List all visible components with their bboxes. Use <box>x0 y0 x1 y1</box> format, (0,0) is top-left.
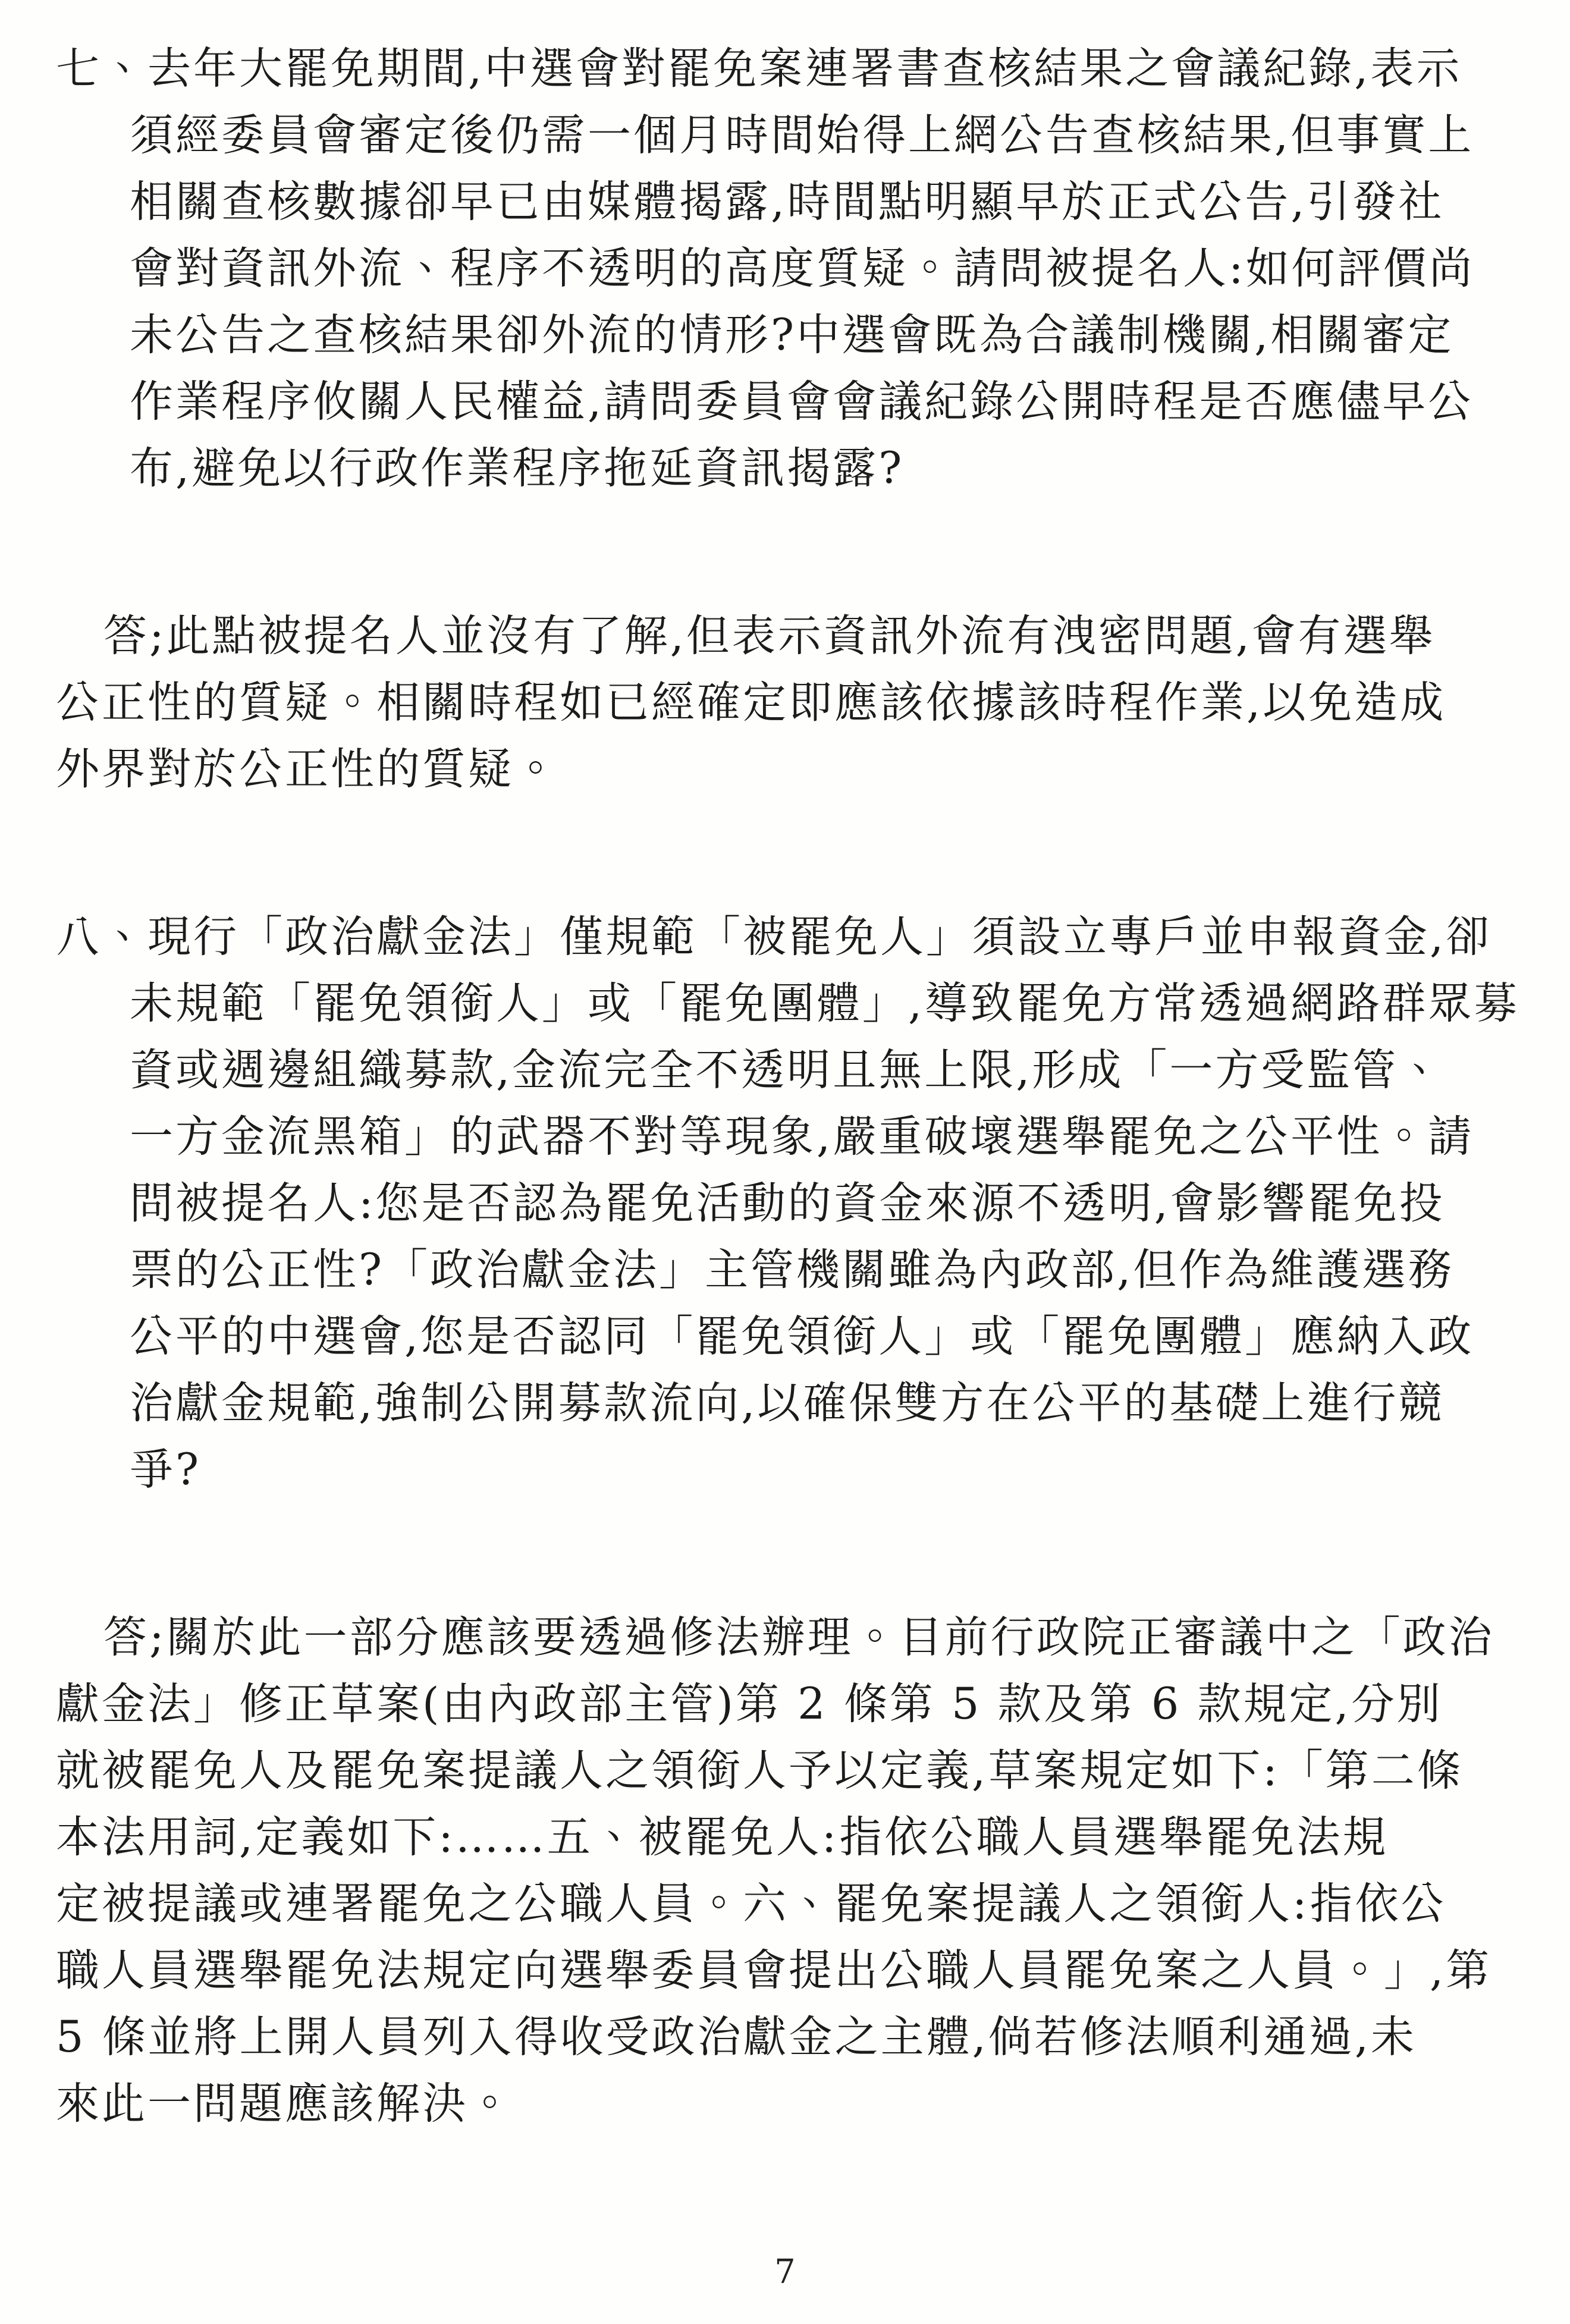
question-7-line-5: 未公告之查核結果卻外流的情形?中選會既為合議制機關,相關審定 <box>130 310 1454 360</box>
question-8-line-8: 治獻金規範,強制公開募款流向,以確保雙方在公平的基礎上進行競 <box>130 1378 1445 1428</box>
answer-8-line-8: 來此一問題應該解決。 <box>56 2078 514 2129</box>
question-8-line-5: 問被提名人:您是否認為罷免活動的資金來源不透明,會影響罷免投 <box>130 1178 1445 1229</box>
question-8-line-9: 爭? <box>130 1444 202 1495</box>
answer-8-line-6: 職人員選舉罷免法規定向選舉委員會提出公職人員罷免案之人員。」,第 <box>56 1945 1492 1996</box>
answer-7-line-1: 答;此點被提名人並沒有了解,但表示資訊外流有洩密問題,會有選舉 <box>103 611 1436 661</box>
question-8-line-1: 八、現行「政治獻金法」僅規範「被罷免人」須設立專戶並申報資金,卻 <box>56 912 1492 962</box>
answer-7-line-3: 外界對於公正性的質疑。 <box>56 744 560 794</box>
question-7 <box>56 36 1530 502</box>
answer-8-line-5: 定被提議或連署罷免之公職人員。六、罷免案提議人之領銜人:指依公 <box>56 1879 1447 1929</box>
question-7-line-1: 七、去年大罷免期間,中選會對罷免案連署書查核結果之會議紀錄,表示 <box>56 43 1462 94</box>
answer-8-line-1: 答;關於此一部分應該要透過修法辦理。目前行政院正審議中之「政治 <box>103 1612 1494 1663</box>
question-7-line-2: 須經委員會審定後仍需一個月時間始得上網公告查核結果,但事實上 <box>130 110 1474 161</box>
question-8-line-3: 資或週邊組織募款,金流完全不透明且無上限,形成「一方受監管、 <box>130 1045 1445 1095</box>
question-8-line-2: 未規範「罷免領銜人」或「罷免團體」,導致罷免方常透過網路群眾募 <box>130 978 1520 1029</box>
question-8 <box>56 904 1530 1503</box>
question-7-line-7: 布,避免以行政作業程序拖延資訊揭露? <box>130 443 905 494</box>
answer-8-line-2: 獻金法」修正草案(由內政部主管)第 2 條第 5 款及第 6 款規定,分別 <box>56 1679 1443 1729</box>
answer-7-line-2: 公正性的質疑。相關時程如已經確定即應該依據該時程作業,以免造成 <box>56 677 1446 728</box>
answer-8-line-7: 5 條並將上開人員列入得收受政治獻金之主體,倘若修法順利通過,未 <box>56 2012 1417 2062</box>
question-7-line-6: 作業程序攸關人民權益,請問委員會會議紀錄公開時程是否應儘早公 <box>130 376 1474 427</box>
question-8-line-7: 公平的中選會,您是否認同「罷免領銜人」或「罷免團體」應納入政 <box>130 1311 1474 1362</box>
question-7-line-4: 會對資訊外流、程序不透明的高度質疑。請問被提名人:如何評價尚 <box>130 243 1475 294</box>
question-8-line-4: 一方金流黑箱」的武器不對等現象,嚴重破壞選舉罷免之公平性。請 <box>130 1111 1474 1162</box>
answer-8 <box>56 1604 1530 2137</box>
answer-7 <box>56 603 1530 803</box>
page-number: 7 <box>774 2253 796 2291</box>
question-7-line-3: 相關查核數據卻早已由媒體揭露,時間點明顯早於正式公告,引發社 <box>130 177 1445 227</box>
answer-8-line-4: 本法用詞,定義如下:……五、被罷免人:指依公職人員選舉罷免法規 <box>56 1812 1389 1863</box>
answer-8-line-3: 就被罷免人及罷免案提議人之領銜人予以定義,草案規定如下:「第二條 <box>56 1745 1463 1796</box>
question-8-line-6: 票的公正性?「政治獻金法」主管機關雖為內政部,但作為維護選務 <box>130 1245 1454 1295</box>
document-body <box>56 36 1530 2137</box>
